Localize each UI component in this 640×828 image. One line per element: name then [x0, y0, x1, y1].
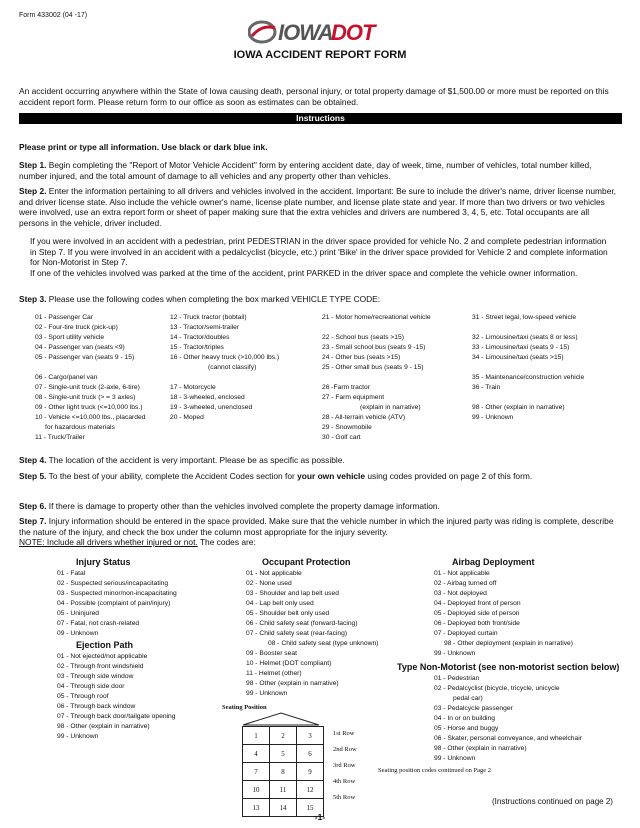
ejection-path-code: 98 - Other (explain in narrative) [57, 723, 150, 730]
occupant-protection-code: 05 - Shoulder belt only used [246, 610, 330, 617]
vehicle-code: 14 - Tractor/doubles [170, 334, 230, 341]
vehicle-code: 98 - Other (explain in narrative) [472, 404, 565, 411]
seat-cell: 1 [243, 727, 270, 745]
occupant-protection-title: Occupant Protection [262, 557, 351, 567]
vehicle-code: 22 - School bus (seats >15) [322, 334, 404, 341]
injury-status-title: Injury Status [76, 557, 131, 567]
iowa-dot-logo [248, 20, 388, 44]
vehicle-code: 21 - Motor home/recreational vehicle [322, 314, 431, 321]
seat-row-label: 4th Row [333, 778, 356, 785]
vehicle-code: 32 - Limousine/taxi (seats 8 or less) [472, 334, 578, 341]
vehicle-code: 19 - 3-wheeled, unenclosed [170, 404, 253, 411]
seat-cell: 5 [270, 745, 297, 763]
seat-cell: 10 [243, 781, 270, 799]
occupant-protection-code: 03 - Shoulder and lap belt used [246, 590, 339, 597]
vehicle-code: 09 - Other light truck (<=10,000 lbs.) [35, 404, 143, 411]
vehicle-code: 18 - 3-wheeled, enclosed [170, 394, 245, 401]
non-motorist-code: 04 - In or on building [434, 715, 495, 722]
vehicle-code [322, 323, 431, 333]
seat-row-label: 2nd Row [333, 746, 357, 753]
injury-status-code: 05 - Uninjured [57, 610, 100, 617]
step-5 [19, 471, 619, 482]
vehicle-code: 26 -Farm tractor [322, 384, 370, 391]
vehicle-code: 15 - Tractor/triples [170, 344, 224, 351]
step-2-text: Enter the information pertaining to all drivers and vehicles involved in the accident. Important: Be sure to include the driver's name, driver license number, and driver license state. Also include the vehicle owner's name, license plate number, and license plate state and year. If more than two drivers or two vehicles were involved, use an extra report form or sheet of paper making sure that the extra vehicles and drivers are numbered 3, 4, 5, etc. Total occupants are all persons in the vehicle, driver included. [19, 186, 617, 228]
logo-swoosh-icon [248, 20, 278, 44]
occupant-protection-code: 09 - Booster seat [246, 650, 297, 657]
airbag-code: 05 - Deployed side of person [434, 610, 520, 617]
ejection-path-code: 01 - Not ejected/not applicable [57, 653, 148, 660]
vehicle-code: 04 - Passenger van (seats <9) [35, 344, 125, 351]
parked-paragraph: If one of the vehicles involved was parked at the time of the accident, print PARKED in the driver space and complete the vehicle owner information. [30, 268, 578, 278]
vehicle-code: 30 - Golf cart [322, 434, 361, 441]
seat-cell: 13 [243, 799, 270, 817]
airbag-deployment-list [434, 569, 573, 659]
ejection-path-code: 03 - Through side window [57, 673, 134, 680]
step-4 [19, 455, 619, 466]
airbag-code: 99 - Unknown [434, 650, 476, 657]
seat-cell: 8 [270, 763, 297, 781]
injury-status-code: 09 - Unknown [57, 630, 99, 637]
occupant-protection-code: 06 - Child safety seat (forward-facing) [246, 620, 358, 627]
step-5-text-bold: your own vehicle [297, 471, 366, 481]
vehicle-code: 03 - Sport utility vehicle [35, 334, 105, 341]
step-4-text: The location of the accident is very important. Please be as specific as possible. [48, 455, 345, 465]
step-6-label: Step 6. [19, 501, 47, 511]
step-5-label: Step 5. [19, 471, 47, 481]
logo-iowa-text: IOWA [278, 20, 333, 45]
vehicle-code: 07 - Single-unit truck (2-axle, 6-tire) [35, 384, 140, 391]
print-note: Please print or type all information. Use black or dark blue ink. [19, 142, 268, 152]
non-motorist-code: 05 - Horse and buggy [434, 725, 499, 732]
non-motorist-code: 01 - Pedestrian [434, 675, 480, 682]
non-motorist-title: Type Non-Motorist (see non-motorist section below) [397, 662, 620, 672]
non-motorist-code: 03 - Pedalcycle passenger [434, 705, 513, 712]
page-title: IOWA ACCIDENT REPORT FORM [233, 49, 407, 61]
occupant-protection-code: 99 - Unknown [246, 690, 288, 697]
non-motorist-code: 98 - Other (explain in narrative) [434, 745, 527, 752]
occupant-protection-code: 10 - Helmet (DOT compliant) [246, 660, 332, 667]
ejection-path-list [57, 652, 175, 742]
seat-cell: 3 [297, 727, 324, 745]
vehicle-code: 99 - Unknown [472, 414, 514, 421]
vehicle-code: 23 - Small school bus (seats 9 -15) [322, 344, 426, 351]
ejection-path-code: 99 - Unknown [57, 733, 99, 740]
airbag-code: 04 - Deployed front of person [434, 600, 521, 607]
step-3-text: Please use the following codes when completing the box marked VEHICLE TYPE CODE: [48, 294, 381, 304]
vehicle-code [35, 363, 145, 373]
seat-cell: 6 [297, 745, 324, 763]
step-2-label: Step 2. [19, 186, 47, 196]
vehicle-code: 36 - Train [472, 384, 501, 391]
vehicle-code: 08 - Single-unit truck (> = 3 axles) [35, 394, 136, 401]
step-7-note-rest: The codes are: [197, 537, 256, 547]
ejection-path-code: 07 - Through back door/tailgate opening [57, 713, 176, 720]
vehicle-code: 24 - Other bus (seats >15) [322, 354, 401, 361]
seating-position-title: Seating Position [222, 704, 267, 711]
seat-cell: 14 [270, 799, 297, 817]
vehicle-code: 28 - All-terrain vehicle (ATV) [322, 414, 406, 421]
vehicle-code: 25 - Other small bus (seats 9 - 15) [322, 364, 424, 371]
injury-status-code: 02 - Suspected serious/incapacitating [57, 580, 169, 587]
step-4-label: Step 4. [19, 455, 47, 465]
vehicle-code: 05 - Passenger van (seats 9 - 15) [35, 354, 135, 361]
step-7-text: Injury information should be entered in the space provided. Make sure that the vehicle number in which the injured party was riding is complete, describe the nature of the injury, and check the box under the column most appropriate for the injury severity. [19, 516, 614, 537]
seat-cell: 15 [297, 799, 324, 817]
vehicle-code: 27 - Farm equipment [322, 394, 385, 401]
instructions-bar: Instructions [19, 113, 622, 124]
airbag-code: 07 - Deployed curtain [434, 630, 498, 637]
non-motorist-code: 02 - Pedalcyclist (bicycle, tricycle, unicycle [434, 685, 560, 692]
seat-row-label: 3rd Row [333, 762, 356, 769]
seat-cell: 4 [243, 745, 270, 763]
seat-cell: 12 [297, 781, 324, 799]
ejection-path-code: 05 - Through roof [57, 693, 109, 700]
occupant-protection-code: 02 - None used [246, 580, 292, 587]
vehicle-code [472, 323, 584, 333]
airbag-deployment-title: Airbag Deployment [452, 557, 535, 567]
vehicle-code: 01 - Passenger Car [35, 314, 93, 321]
vehicle-code: 35 - Maintenance/construction vehicle [472, 374, 585, 381]
step-6 [19, 501, 619, 512]
airbag-code: 02 - Airbag turned off [434, 580, 497, 587]
step-7-label: Step 7. [19, 516, 47, 526]
airbag-code: 06 - Deployed both front/side [434, 620, 520, 627]
occupant-protection-code: 01 - Not applicable [246, 570, 302, 577]
ejection-path-title: Ejection Path [76, 640, 134, 650]
seat-cell: 11 [270, 781, 297, 799]
step-5-text-a: To the best of your ability, complete the Accident Codes section for [48, 471, 298, 481]
seating-continued-note: Seating position codes continued on Page 2 [378, 767, 492, 774]
step-6-text: If there is damage to property other than the vehicles involved complete the property damage information. [48, 501, 440, 511]
airbag-code: 03 - Not deployed [434, 590, 487, 597]
step-5-text-b: using codes provided on page 2 of this form. [365, 471, 533, 481]
vehicle-code [472, 363, 584, 373]
step-7 [19, 516, 619, 548]
step-1-label: Step 1. [19, 160, 47, 170]
vehicle-code: 06 - Cargo/panel van [35, 374, 98, 381]
vehicle-code: 13 - Tractor/semi-trailer [170, 324, 240, 331]
injury-status-list [57, 569, 177, 639]
ejection-path-code: 06 - Through back window [57, 703, 136, 710]
airbag-code: 98 - Other deployment (explain in narrative) [444, 640, 573, 647]
vehicle-code [170, 373, 279, 383]
vehicle-codes-col1 [35, 313, 145, 443]
occupant-protection-code: 11 - Helmet (other) [246, 670, 302, 677]
occupant-protection-code: 07 - Child safety seat (rear-facing) [246, 630, 348, 637]
seating-position-grid [242, 726, 324, 817]
occupant-protection-code: 04 - Lap belt only used [246, 600, 314, 607]
injury-status-code: 03 - Suspected minor/non-incapacitating [57, 590, 177, 597]
injury-status-code: 04 - Possible (complaint of pain/injury) [57, 600, 171, 607]
vehicle-code: 02 - Four-tire truck (pick-up) [35, 324, 118, 331]
vehicle-code: 12 - Truck tractor (bobtail) [170, 314, 247, 321]
seat-row-label: 1st Row [333, 730, 355, 737]
ejection-path-code: 04 - Through side door [57, 683, 125, 690]
non-motorist-code: 06 - Skater, personal conveyance, and wheelchair [434, 735, 582, 742]
step-3-label: Step 3. [19, 294, 47, 304]
vehicle-code: (explain in narrative) [360, 404, 421, 411]
page-number: -1- [314, 812, 326, 822]
form-number: Form 433002 (04 -17) [19, 12, 88, 19]
non-motorist-code: 99 - Unknown [434, 755, 476, 762]
vehicle-codes-col2 [170, 313, 279, 423]
vehicle-code: 29 - Snowmobile [322, 424, 372, 431]
step-1 [19, 160, 619, 181]
vehicle-code: 11 - Truck/Trailer [35, 434, 85, 441]
occupant-protection-code: 08 - Child safety seat (type unknown) [268, 640, 379, 647]
step-1-text: Begin completing the "Report of Motor Vehicle Accident" form by entering accident date, day of week, time, number of vehicles, total number killed, number injured, and the total amount of damage to all vehicles and any property other than vehicles. [19, 160, 592, 181]
non-motorist-code: pedal car) [453, 695, 483, 702]
vehicle-code: 33 - Limousine/taxi (seats 9 - 15) [472, 344, 570, 351]
non-motorist-list [434, 674, 582, 764]
vehicle-code: for hazardous materials [45, 424, 115, 431]
seating-roof-icon [241, 712, 321, 726]
intro-text: An accident occurring anywhere within the State of Iowa causing death, personal injury, or total property damage of $1,500.00 or more must be reported on this accident report form. Please return form to our office as soon as estimates can be obtained. [19, 86, 609, 107]
vehicle-code: 34 - Limousine/taxi (seats >15) [472, 354, 564, 361]
vehicle-codes-col4 [472, 313, 584, 423]
vehicle-code: 16 - Other heavy truck (>10,000 lbs.) [170, 354, 280, 361]
vehicle-code: 10 - Vehicle <=10,000 lbs., placarded [35, 414, 146, 421]
airbag-code: 01 - Not applicable [434, 570, 490, 577]
logo-dot-text: DOT [331, 20, 375, 45]
vehicle-code [322, 373, 431, 383]
step-3 [19, 294, 619, 305]
vehicle-codes-col3 [322, 313, 431, 443]
seat-cell: 7 [243, 763, 270, 781]
step-2 [19, 186, 619, 228]
vehicle-code: 31 - Street legal, low-speed vehicle [472, 314, 577, 321]
vehicle-code: 17 - Motorcycle [170, 384, 216, 391]
instructions-continued: (Instructions continued on page 2) [492, 797, 613, 806]
vehicle-code: 20 - Moped [170, 414, 204, 421]
vehicle-code [472, 393, 584, 403]
seat-cell: 9 [297, 763, 324, 781]
occupant-protection-list [246, 569, 378, 699]
pedestrian-paragraph: If you were involved in an accident with a pedestrian, print PEDESTRIAN in the driver space provided for vehicle No. 2 and complete pedestrian information in Step 7. If you were involved in an accident with a pedalcyclist (bicycle, etc.) print 'Bike' in the driver space provided for Vehicle 2 and complete information for Non-Motorist in Step 7. [30, 236, 608, 267]
step-7-note: NOTE: Include all drivers whether injured or not. [19, 537, 198, 547]
seat-cell: 2 [270, 727, 297, 745]
injury-status-code: 07 - Fatal, not crash-related [57, 620, 140, 627]
seat-row-label: 5th Row [333, 794, 356, 801]
injury-status-code: 01 - Fatal [57, 570, 86, 577]
occupant-protection-code: 98 - Other (explain in narrative) [246, 680, 339, 687]
ejection-path-code: 02 - Through front windshield [57, 663, 144, 670]
vehicle-code: (cannot classify) [208, 364, 257, 371]
